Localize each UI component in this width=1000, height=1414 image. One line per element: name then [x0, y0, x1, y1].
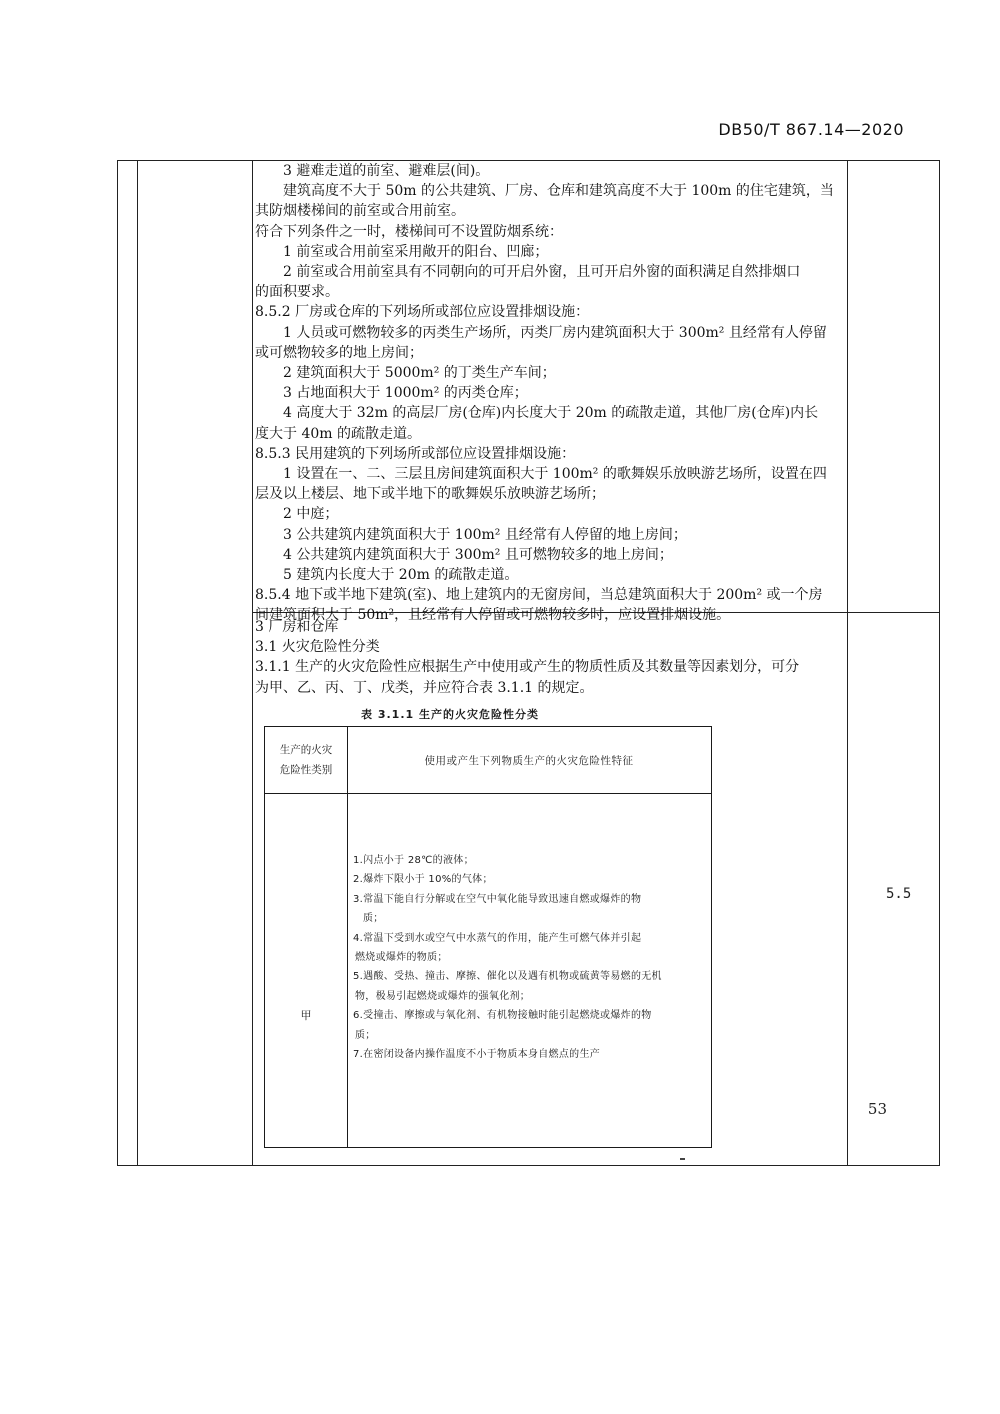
text-line: 5 建筑内长度大于 20m 的疏散走道。	[283, 567, 519, 584]
section-heading: 3 厂房和仓库	[255, 619, 339, 635]
text-line: 1 设置在一、二、三层且房间建筑面积大于 100m² 的歌舞娱乐放映游艺场所，设置在四	[283, 466, 827, 483]
list-item-continuation: 燃烧或爆炸的物质；	[355, 952, 448, 964]
table-divider	[137, 161, 138, 1165]
text-line: 1 人员或可燃物较多的丙类生产场所，丙类厂房内建筑面积大于 300m² 且经常有人停留	[283, 324, 827, 341]
row1-text	[255, 161, 849, 626]
text-line: 为甲、乙、丙、丁、戊类，并应符合表 3.1.1 的规定。	[255, 679, 594, 696]
list-item: 1.闪点小于 28℃的液体；	[353, 855, 474, 866]
text-line: 层及以上楼层、地下或半地下的歌舞娱乐放映游艺场所；	[255, 486, 605, 503]
text-line: 2 建筑面积大于 5000m² 的丁类生产车间；	[283, 365, 556, 382]
reference-number: 5.5	[886, 886, 912, 902]
list-item-continuation: 物，极易引起燃烧或爆炸的强氧化剂；	[355, 990, 531, 1002]
list-item: 3.常温下能自行分解或在空气中氧化能导致迅速自燃或爆炸的物	[353, 893, 642, 905]
characteristics-cell	[353, 851, 703, 1064]
text-line: 3 公共建筑内建筑面积大于 100m² 且经常有人停留的地上房间；	[283, 526, 687, 543]
list-item-continuation: 质；	[355, 1029, 376, 1041]
document-code: DB50/T 867.14—2020	[718, 120, 904, 139]
section-heading: 3.1 火灾危险性分类	[255, 639, 380, 656]
characteristics-column-header: 使用或产生下列物质生产的火灾危险性特征	[424, 754, 634, 767]
clause-heading: 3.1.1 生产的火灾危险性应根据生产中使用或产生的物质性质及其数量等因素划分，可分	[255, 659, 800, 676]
category-column-header	[265, 727, 347, 793]
text-line: 4 公共建筑内建筑面积大于 300m² 且可燃物较多的地上房间；	[283, 546, 673, 563]
list-item: 4.常温下受到水或空气中水蒸气的作用，能产生可燃气体并引起	[353, 932, 642, 944]
list-item: 6.受撞击、摩擦或与氧化剂、有机物接触时能引起燃烧或爆炸的物	[353, 1010, 652, 1022]
text-line: 3 避难走道的前室、避难层(间)。	[283, 163, 490, 179]
text-line: 2 中庭；	[283, 506, 339, 523]
table-divider	[252, 161, 253, 1165]
hazard-category-cell: 甲	[300, 1009, 312, 1022]
clause-heading: 8.5.4 地下或半地下建筑(室)、地上建筑内的无窗房间，当总建筑面积大于 200m² 或一个房	[255, 587, 823, 604]
list-item: 7.在密闭设备内操作温度不小于物质本身自燃点的生产	[353, 1049, 601, 1061]
text-line: 建筑高度不大于 50m 的公共建筑、厂房、仓库和建筑高度不大于 100m 的住宅建筑，当	[283, 183, 834, 200]
page-number: 53	[867, 1100, 887, 1118]
header-line: 生产的火灾	[279, 744, 333, 756]
row2-text	[255, 617, 849, 698]
fire-hazard-classification-table	[264, 726, 712, 1148]
text-line: 其防烟楼梯间的前室或合用前室。	[255, 203, 465, 220]
text-line: 或可燃物较多的地上房间；	[255, 344, 423, 361]
text-line: 2 前室或合用前室具有不同朝向的可开启外窗，且可开启外窗的面积满足自然排烟口	[283, 264, 801, 281]
text-line: 度大于 40m 的疏散走道。	[255, 425, 421, 442]
header-line: 危险性类别	[279, 764, 333, 776]
text-line: 符合下列条件之一时，楼梯间可不设置防烟系统：	[255, 223, 563, 240]
scan-artifact	[680, 1158, 685, 1160]
text-line: 4 高度大于 32m 的高层厂房(仓库)内长度大于 20m 的疏散走道，其他厂房(仓库)内长	[283, 405, 819, 422]
text-line: 1 前室或合用前室采用敞开的阳台、凹廊；	[283, 243, 549, 260]
text-line: 3 占地面积大于 1000m² 的丙类仓库；	[283, 385, 528, 402]
text-line: 的面积要求。	[255, 284, 339, 301]
list-item-continuation: 质；	[363, 913, 384, 925]
list-item: 2.爆炸下限小于 10%的气体；	[353, 874, 493, 886]
clause-heading: 8.5.2 厂房或仓库的下列场所或部位应设置排烟设施：	[255, 304, 590, 321]
list-item: 5.遇酸、受热、撞击、摩擦、催化以及遇有机物或硫黄等易燃的无机	[353, 971, 662, 983]
clause-heading: 8.5.3 民用建筑的下列场所或部位应设置排烟设施：	[255, 445, 576, 462]
text-line: 间建筑面积大于 50m²，且经常有人停留或可燃物较多时，应设置排烟设施。	[255, 607, 731, 624]
embedded-table-title: 表 3.1.1 生产的火灾危险性分类	[361, 708, 539, 721]
